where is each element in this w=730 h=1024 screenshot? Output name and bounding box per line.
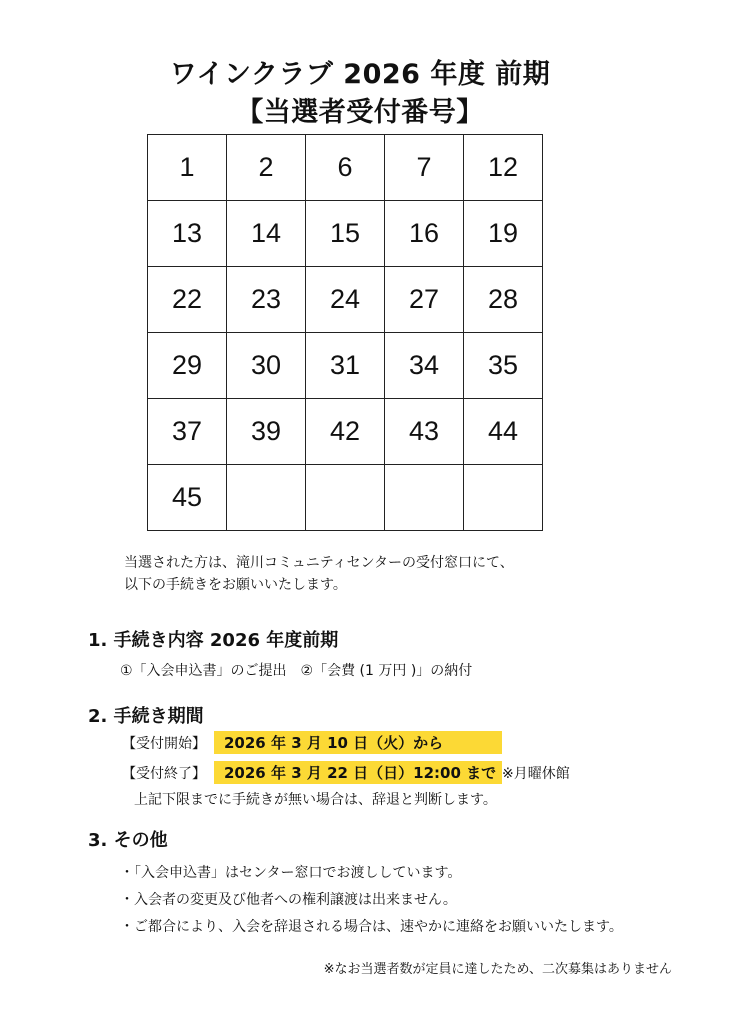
intro-text [124,552,514,596]
grid-row [148,267,543,333]
grid-cell: 24 [306,267,385,333]
grid-cell: 19 [464,201,543,267]
list-item: ・「入会申込書」はセンター窓口でお渡ししています。 [120,865,462,881]
grid-row [148,465,543,531]
grid-cell: 13 [148,201,227,267]
grid-cell: 22 [148,267,227,333]
start-period-row [122,731,502,754]
start-date-highlight: 2026 年 3 月 10 日（火）から [214,731,502,754]
grid-cell: 43 [385,399,464,465]
grid-cell: 1 [148,135,227,201]
grid-cell: 7 [385,135,464,201]
grid-cell [227,465,306,531]
list-item: ・入会者の変更及び他者への権利譲渡は出来ません。 [120,892,457,908]
grid-cell: 12 [464,135,543,201]
grid-cell: 28 [464,267,543,333]
grid-cell: 42 [306,399,385,465]
list-item: ・ご都合により、入会を辞退される場合は、速やかに連絡をお願いいたします。 [120,919,623,935]
grid-cell: 15 [306,201,385,267]
grid-cell: 31 [306,333,385,399]
start-label: 【受付開始】 [122,736,206,752]
grid-cell [464,465,543,531]
grid-cell: 35 [464,333,543,399]
grid-cell: 45 [148,465,227,531]
grid-cell: 29 [148,333,227,399]
end-label: 【受付終了】 [122,766,206,782]
grid-cell: 44 [464,399,543,465]
grid-row [148,333,543,399]
end-date-highlight: 2026 年 3 月 22 日（日）12:00 まで [214,761,502,784]
grid-cell: 34 [385,333,464,399]
closed-day-note: ※月曜休館 [502,766,570,782]
intro-line: 当選された方は、滝川コミュニティセンターの受付窓口にて、 [124,555,514,571]
section-2-heading: 2. 手続き期間 [88,706,204,727]
grid-cell: 6 [306,135,385,201]
grid-cell: 27 [385,267,464,333]
grid-cell: 14 [227,201,306,267]
grid-row [148,201,543,267]
section-1-heading: 1. 手続き内容 2026 年度前期 [88,630,339,651]
winner-number-grid [147,134,543,531]
title-line-2: 【当選者受付番号】 [236,97,484,128]
grid-cell: 16 [385,201,464,267]
intro-line: 以下の手続きをお願いいたします。 [124,577,347,593]
footer-note: ※なお当選者数が定員に達したため、二次募集はありません [323,962,672,977]
grid-cell: 2 [227,135,306,201]
grid-cell: 39 [227,399,306,465]
end-period-row [122,761,570,784]
section-1-item: ①「入会申込書」のご提出 ②「会費 (1 万円 )」の納付 [120,663,473,679]
title-line-1: ワインクラブ 2026 年度 前期 [169,59,551,90]
section-3-heading: 3. その他 [88,830,168,851]
grid-cell: 37 [148,399,227,465]
grid-cell [306,465,385,531]
grid-cell: 23 [227,267,306,333]
grid-cell: 30 [227,333,306,399]
deadline-note: 上記下限までに手続きが無い場合は、辞退と判断します。 [134,792,497,808]
grid-row [148,135,543,201]
grid-row [148,399,543,465]
grid-cell [385,465,464,531]
